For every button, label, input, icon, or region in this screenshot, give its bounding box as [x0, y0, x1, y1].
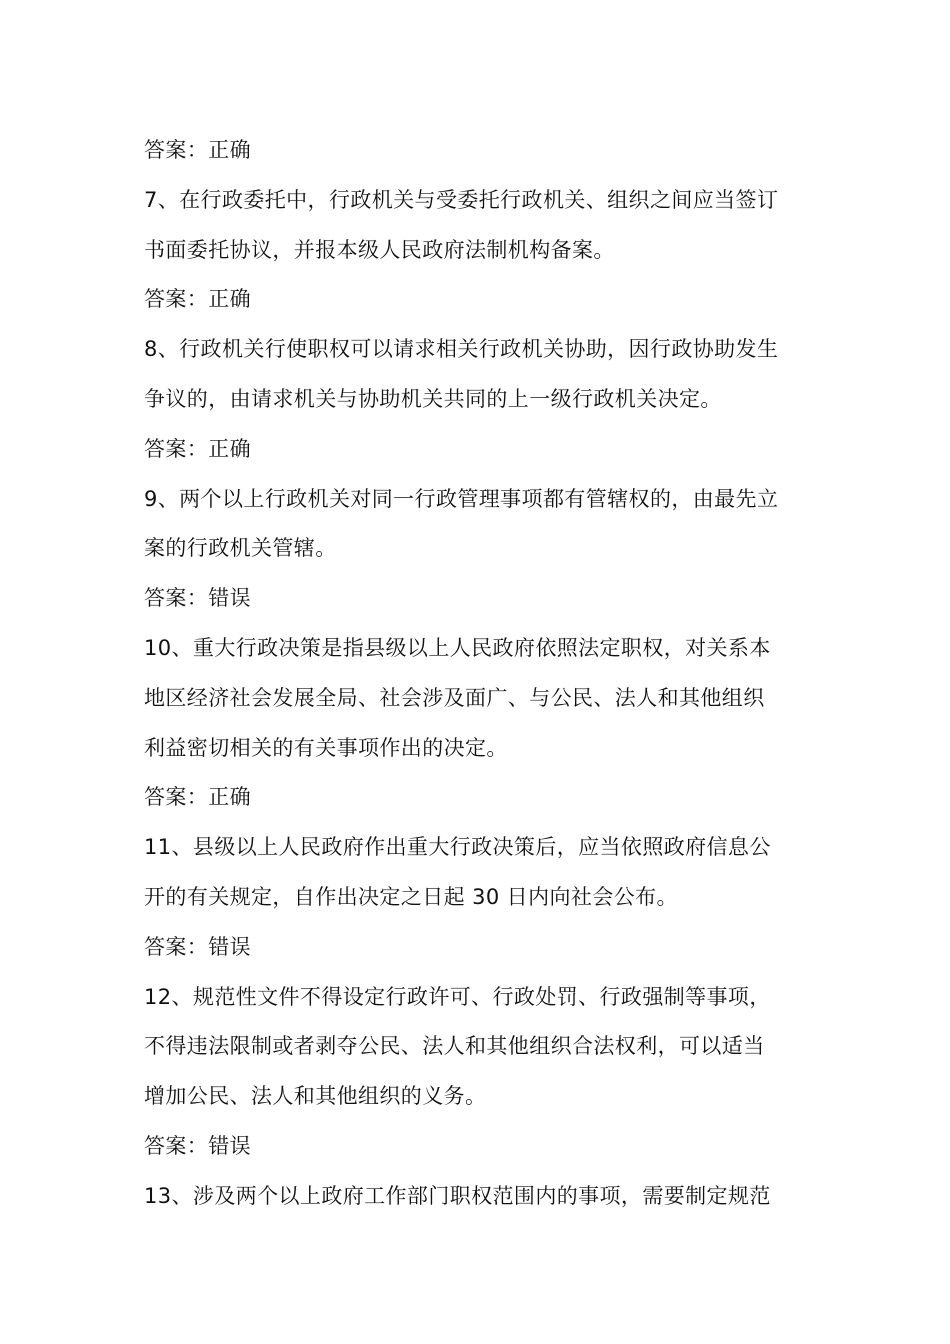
- question-9-line-2: 案的行政机关管辖。: [144, 536, 337, 561]
- answer-10-line: 答案：正确: [144, 785, 251, 810]
- question-12-line-3: 增加公民、法人和其他组织的义务。: [144, 1084, 487, 1109]
- answer-line: 答案：正确: [144, 138, 251, 162]
- question-11-line-2: 开的有关规定，自作出决定之日起 30 日内向社会公布。: [144, 884, 678, 909]
- question-7-line-1: 7、在行政委托中，行政机关与受委托行政机关、组织之间应当签订: [144, 187, 779, 212]
- question-13-line-1: 13、涉及两个以上政府工作部门职权范围内的事项，需要制定规范: [144, 1183, 771, 1208]
- question-11-line-1: 11、县级以上人民政府作出重大行政决策后，应当依照政府信息公: [144, 835, 771, 860]
- answer-11-line: 答案：错误: [144, 934, 251, 959]
- question-12-line-2: 不得违法限制或者剥夺公民、法人和其他组织合法权利，可以适当: [144, 1034, 765, 1059]
- answer-12-line: 答案：错误: [144, 1133, 251, 1158]
- answer-7-line: 答案：正确: [144, 287, 251, 312]
- question-10-line-2: 地区经济社会发展全局、社会涉及面广、与公民、法人和其他组织: [144, 685, 765, 710]
- question-12-line-1: 12、规范性文件不得设定行政许可、行政处罚、行政强制等事项，: [144, 984, 771, 1009]
- answer-8-line: 答案：正确: [144, 436, 251, 461]
- question-8-line-1: 8、行政机关行使职权可以请求相关行政机关协助，因行政协助发生: [144, 337, 779, 362]
- question-8-line-2: 争议的，由请求机关与协助机关共同的上一级行政机关决定。: [144, 386, 722, 411]
- question-7-line-2: 书面委托协议，并报本级人民政府法制机构备案。: [144, 237, 615, 262]
- answer-9-line: 答案：错误: [144, 586, 251, 611]
- question-10-line-1: 10、重大行政决策是指县级以上人民政府依照法定职权，对关系本: [144, 635, 771, 660]
- question-10-line-3: 利益密切相关的有关事项作出的决定。: [144, 735, 508, 760]
- question-9-line-1: 9、两个以上行政机关对同一行政管理事项都有管辖权的，由最先立: [144, 486, 779, 511]
- document-body: [144, 126, 824, 1222]
